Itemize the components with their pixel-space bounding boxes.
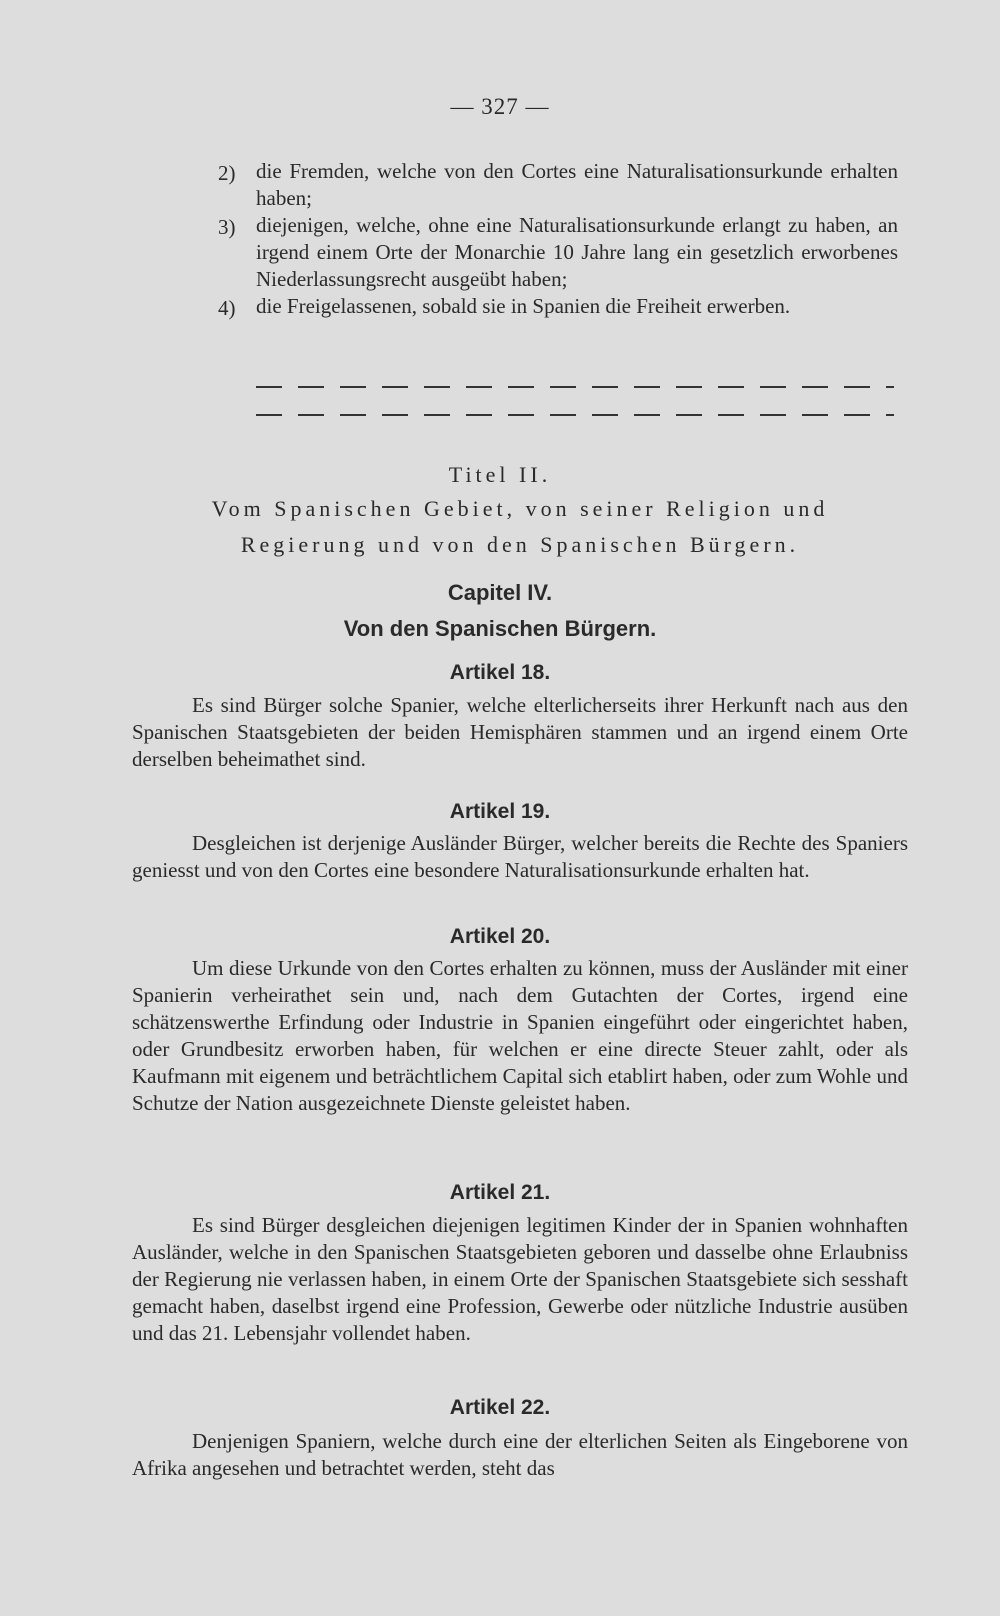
chapter-title: Von den Spanischen Bürgern. bbox=[343, 616, 657, 641]
title-subtitle: Vom Spanischen Gebiet, von seiner Religion und bbox=[211, 496, 829, 521]
article-text: Um diese Urkunde von den Cortes erhalten zu können, muss der Ausländer mit einer Spanierin verheirathet sein und, nach dem Gutachten der Cortes, irgend eine schätzenswerthe Erfindung oder Industrie in Spanien eingeführt oder eingerichtet haben, oder Grundbesitz erworben haben, für welchen er eine directe Steuer zahlt, oder als Kaufmann mit eigenem und beträchtlichem Capital sich etablirt haben, oder zum Wohle und Schutze der Nation ausgezeichnete Dienste geleistet haben. bbox=[132, 956, 908, 1115]
list-item-text: die Fremden, welche von den Cortes eine Naturalisationsurkunde erhalten haben; bbox=[256, 159, 898, 210]
article-text: Es sind Bürger desgleichen diejenigen legitimen Kinder der in Spanien wohnhaften Ausländer, welche in den Spanischen Staatsgebieten geboren und dasselbe ohne Erlaubniss der Regierung nie verlassen haben, in einem Orte der Spanischen Staatsgebiete sich sesshaft gemacht haben, daselbst irgend eine Profession, Gewerbe oder nützliche Industrie ausüben und das 21. Lebensjahr vollendet haben. bbox=[132, 1213, 908, 1345]
list-item-number: 3) bbox=[218, 215, 236, 239]
list-item-text: die Freigelassenen, sobald sie in Spanien die Freiheit erwerben. bbox=[256, 294, 791, 318]
article-heading: Artikel 21. bbox=[449, 1181, 551, 1204]
article-heading: Artikel 22. bbox=[449, 1396, 551, 1419]
article-heading: Artikel 20. bbox=[449, 925, 551, 948]
title-subtitle: Regierung und von den Spanischen Bürgern. bbox=[240, 532, 800, 557]
chapter-heading: Capitel IV. bbox=[447, 580, 553, 605]
title-heading: Titel II. bbox=[448, 462, 552, 487]
article-text: Es sind Bürger solche Spanier, welche elterlicherseits ihrer Herkunft nach aus den Spanischen Staatsgebieten der beiden Hemisphären stammen und an irgend einem Orte derselben beheimathet sind. bbox=[132, 693, 908, 771]
list-item-number: 2) bbox=[218, 161, 236, 185]
list-item-number: 4) bbox=[218, 296, 236, 320]
enumerated-list bbox=[218, 158, 898, 320]
article-text: Denjenigen Spaniern, welche durch eine der elterlichen Seiten als Eingeborene von Afrika angesehen und betrachtet werden, steht das bbox=[132, 1429, 908, 1480]
omission-dashes bbox=[256, 414, 894, 416]
article-heading: Artikel 19. bbox=[449, 800, 551, 823]
article-heading: Artikel 18. bbox=[449, 661, 551, 684]
page-number: — 327 — bbox=[450, 94, 550, 119]
list-item bbox=[218, 158, 898, 212]
omission-dashes bbox=[256, 386, 894, 388]
list-item-text: diejenigen, welche, ohne eine Naturalisationsurkunde erlangt zu haben, an irgend einem Orte der Monarchie 10 Jahre lang ein gesetzlich erworbenes Niederlassungsrecht ausgeübt haben; bbox=[256, 213, 898, 291]
list-item bbox=[218, 293, 898, 320]
list-item bbox=[218, 212, 898, 293]
article-text: Desgleichen ist derjenige Ausländer Bürger, welcher bereits die Rechte des Spaniers geniesst und von den Cortes eine besondere Naturalisationsurkunde erhalten hat. bbox=[132, 831, 908, 882]
